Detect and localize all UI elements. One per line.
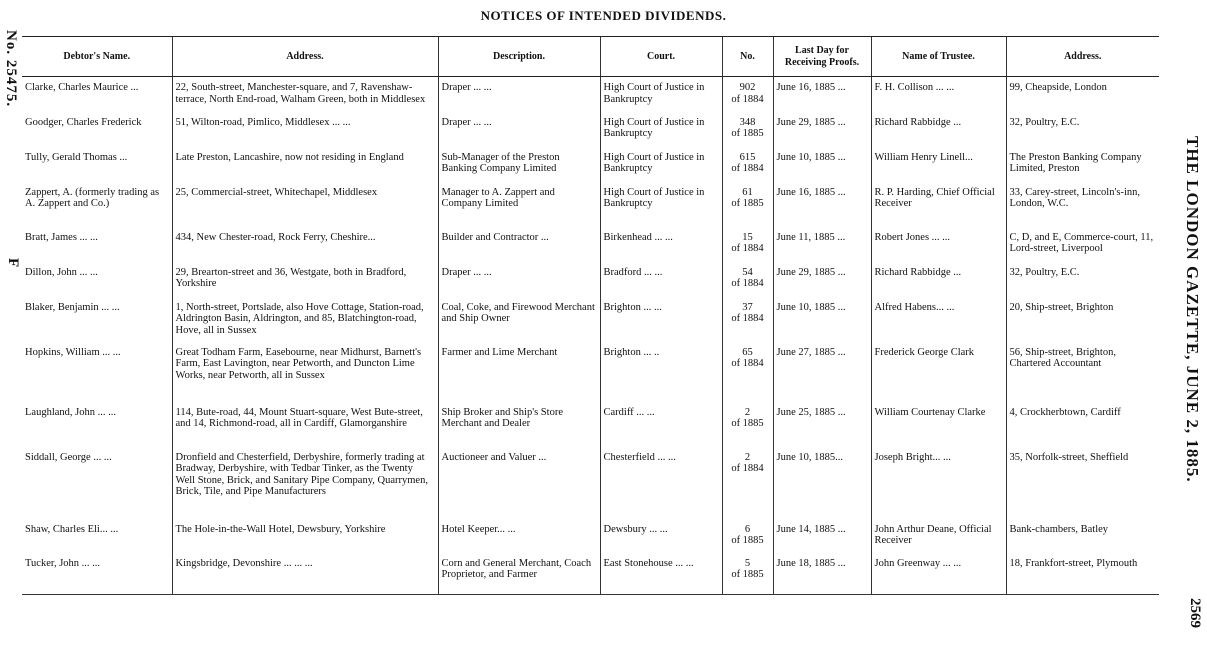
header-number: No. [722, 37, 773, 77]
last-day-cell: June 10, 1885... [773, 447, 871, 519]
header-court: Court. [600, 37, 722, 77]
description-cell: Draper ... ... [438, 262, 600, 297]
address-cell: Dronfield and Chesterfield, Derbyshire, formerly trading at Bradway, Derbyshire, with Tedbar Tinker, as the Twenty Well Stone, Brick, and Sanitary Pipe Company, Quarrymen, Brick, Tile, and Pipe Manufacturers [172, 447, 438, 519]
last-day-cell: June 29, 1885 ... [773, 112, 871, 147]
page-number: 2569 [1187, 598, 1203, 628]
trustee-name-cell: John Arthur Deane, Official Receiver [871, 519, 1006, 553]
case-year: of 1884 [731, 93, 764, 105]
description-cell: Draper ... ... [438, 112, 600, 147]
case-number-cell [722, 77, 773, 112]
description-cell: Builder and Contractor ... [438, 227, 600, 262]
debtor-name-cell: Shaw, Charles Eli... ... [25, 523, 119, 535]
case-number-cell [722, 297, 773, 342]
case-number: 348 [739, 116, 756, 128]
court-cell: Chesterfield ... ... [600, 447, 722, 519]
debtor-name-cell: Zappert, A. (formerly trading as A. Zappert and Co.) [25, 186, 160, 209]
case-year: of 1884 [731, 278, 764, 289]
address-cell: Great Todham Farm, Easebourne, near Midhurst, Barnett's Farm, East Lavington, near Petworth, and Duncton Lime Works, near Petworth, all in Sussex [172, 342, 438, 402]
trustee-name-cell: F. H. Collison ... ... [871, 77, 1006, 112]
case-number-cell [722, 342, 773, 402]
trustee-address-cell: 32, Poultry, E.C. [1006, 112, 1159, 147]
debtor-name-cell: Tucker, John ... ... [22, 553, 172, 595]
address-cell: 25, Commercial-street, Whitechapel, Middlesex [172, 182, 438, 227]
address-cell: The Hole-in-the-Wall Hotel, Dewsbury, Yorkshire [172, 519, 438, 553]
court-cell: High Court of Justice in Bankruptcy [600, 112, 722, 147]
case-number-cell [722, 519, 773, 553]
debtor-name-cell: Hopkins, William ... ... [25, 346, 121, 358]
description-cell: Draper ... ... [438, 77, 600, 112]
debtor-name-cell: Bratt, James ... ... [25, 231, 98, 243]
trustee-address-cell: The Preston Banking Company Limited, Preston [1006, 147, 1159, 182]
case-number-cell [722, 112, 773, 147]
trustee-name-cell: John Greenway ... ... [871, 553, 1006, 595]
description-cell: Ship Broker and Ship's Store Merchant and Dealer [438, 402, 600, 447]
case-number: 54 [742, 266, 753, 278]
last-day-cell: June 29, 1885 ... [773, 262, 871, 297]
trustee-address-cell: 4, Crockherbtown, Cardiff [1006, 402, 1159, 447]
last-day-cell: June 16, 1885 ... [773, 77, 871, 112]
case-year: of 1884 [731, 313, 764, 324]
debtor-name-cell: Clarke, Charles Maurice ... [25, 82, 139, 93]
case-year: of 1885 [731, 128, 764, 139]
last-day-cell: June 18, 1885 ... [773, 553, 871, 595]
debtor-name-cell: Laughland, John ... ... [25, 406, 116, 418]
address-cell: 434, New Chester-road, Rock Ferry, Cheshire... [172, 227, 438, 262]
trustee-address-cell: Bank-chambers, Batley [1006, 519, 1159, 553]
case-number: 15 [742, 231, 753, 243]
address-cell: 29, Brearton-street and 36, Westgate, both in Bradford, Yorkshire [172, 262, 438, 297]
court-cell: Dewsbury ... ... [600, 519, 722, 553]
debtor-name-cell: Siddall, George ... ... [25, 451, 112, 463]
last-day-cell: June 16, 1885 ... [773, 182, 871, 227]
trustee-name-cell: Richard Rabbidge ... [871, 112, 1006, 147]
trustee-name-cell: Robert Jones ... ... [871, 227, 1006, 262]
trustee-address-cell: 35, Norfolk-street, Sheffield [1006, 447, 1159, 519]
case-number-cell [722, 402, 773, 447]
trustee-address-cell: 33, Carey-street, Lincoln's-inn, London, W.C. [1006, 182, 1159, 227]
case-year: of 1884 [731, 243, 764, 254]
case-year: of 1885 [731, 198, 764, 209]
trustee-name-cell: Alfred Habens... ... [871, 297, 1006, 342]
case-number-cell [722, 447, 773, 519]
last-day-cell: June 14, 1885 ... [773, 519, 871, 553]
address-cell: Kingsbridge, Devonshire ... ... ... [172, 553, 438, 595]
case-number: 2 [744, 406, 751, 418]
case-number-cell [722, 182, 773, 227]
description-cell: Coal, Coke, and Firewood Merchant and Ship Owner [438, 297, 600, 342]
case-number: 61 [742, 186, 753, 198]
case-number-cell [722, 262, 773, 297]
description-cell: Sub-Manager of the Preston Banking Company Limited [438, 147, 600, 182]
page-title: NOTICES OF INTENDED DIVIDENDS. [480, 8, 727, 23]
header-trustee: Name of Trustee. [871, 37, 1006, 77]
address-cell: 51, Wilton-road, Pimlico, Middlesex ... ... [172, 112, 438, 147]
trustee-name-cell: Richard Rabbidge ... [871, 262, 1006, 297]
last-day-cell: June 11, 1885 ... [773, 227, 871, 262]
trustee-address-cell: 32, Poultry, E.C. [1006, 262, 1159, 297]
debtor-name-cell: Tully, Gerald Thomas ... [25, 151, 128, 163]
case-number: 65 [742, 346, 753, 358]
table-row [22, 447, 1159, 519]
case-year: of 1884 [731, 358, 764, 369]
description-cell: Manager to A. Zappert and Company Limited [438, 182, 600, 227]
address-cell: 22, South-street, Manchester-square, and 7, Ravenshaw-terrace, North End-road, Walham Green, both in Middlesex [172, 77, 438, 112]
case-year: of 1884 [731, 463, 764, 474]
description-cell: Corn and General Merchant, Coach Proprietor, and Farmer [438, 553, 600, 595]
court-cell: Bradford ... ... [600, 262, 722, 297]
table-row [22, 519, 1159, 553]
description-cell: Farmer and Lime Merchant [438, 342, 600, 402]
table-row [22, 402, 1159, 447]
table-row [22, 297, 1159, 342]
trustee-address-cell: C, D, and E, Commerce-court, 11, Lord-street, Liverpool [1006, 227, 1159, 262]
table-header-row [22, 37, 1159, 77]
trustee-address-cell: 99, Cheapside, London [1006, 77, 1159, 112]
case-number: 5 [744, 557, 751, 569]
table-row [22, 112, 1159, 147]
table-row [22, 182, 1159, 227]
trustee-name-cell: Frederick George Clark [871, 342, 1006, 402]
issue-number: No. 25475. [3, 30, 19, 108]
header-last-day: Last Day for Receiving Proofs. [773, 37, 871, 77]
court-cell: Brighton ... .. [600, 342, 722, 402]
debtor-name-cell: Dillon, John ... ... [25, 266, 98, 278]
case-number: 902 [739, 82, 756, 93]
table-row [22, 147, 1159, 182]
debtor-name-cell: Goodger, Charles Frederick [25, 116, 142, 128]
trustee-address-cell: 18, Frankfort-street, Plymouth [1006, 553, 1159, 595]
last-day-cell: June 27, 1885 ... [773, 342, 871, 402]
trustee-name-cell: Joseph Bright... ... [871, 447, 1006, 519]
table-row [22, 262, 1159, 297]
case-number-cell [722, 553, 773, 595]
court-cell: High Court of Justice in Bankruptcy [600, 77, 722, 112]
table-row [22, 77, 1159, 112]
court-cell: High Court of Justice in Bankruptcy [600, 182, 722, 227]
court-cell: Cardiff ... ... [600, 402, 722, 447]
case-number-cell [722, 227, 773, 262]
header-description: Description. [438, 37, 600, 77]
last-day-cell: June 25, 1885 ... [773, 402, 871, 447]
table-row [22, 227, 1159, 262]
table-row [22, 342, 1159, 402]
description-cell: Hotel Keeper... ... [438, 519, 600, 553]
address-cell: 114, Bute-road, 44, Mount Stuart-square, West Bute-street, and 14, Richmond-road, all in Cardiff, Glamorganshire [172, 402, 438, 447]
last-day-cell: June 10, 1885 ... [773, 147, 871, 182]
case-number: 2 [744, 451, 751, 463]
case-number: 615 [739, 151, 756, 163]
table-row [22, 553, 1159, 595]
debtor-name-cell: Blaker, Benjamin ... ... [25, 301, 120, 313]
trustee-name-cell: William Henry Linell... [871, 147, 1006, 182]
trustee-address-cell: 20, Ship-street, Brighton [1006, 297, 1159, 342]
trustee-name-cell: William Courtenay Clarke [871, 402, 1006, 447]
court-cell: Birkenhead ... ... [600, 227, 722, 262]
case-year: of 1885 [731, 535, 764, 546]
header-debtor-name: Debtor's Name. [22, 37, 172, 77]
description-cell: Auctioneer and Valuer ... [438, 447, 600, 519]
case-number-cell [722, 147, 773, 182]
trustee-address-cell: 56, Ship-street, Brighton, Chartered Accountant [1006, 342, 1159, 402]
case-year: of 1885 [731, 569, 764, 580]
running-head: THE LONDON GAZETTE, JUNE 2, 1885. [1183, 136, 1202, 483]
last-day-cell: June 10, 1885 ... [773, 297, 871, 342]
case-number: 37 [742, 301, 753, 313]
court-cell: Brighton ... ... [600, 297, 722, 342]
header-address: Address. [172, 37, 438, 77]
table-body [22, 77, 1159, 595]
address-cell: 1, North-street, Portslade, also Hove Cottage, Station-road, Aldrington Basin, Aldrington, and 85, Blatchington-road, Hove, all in Sussex [172, 297, 438, 342]
header-trustee-address: Address. [1006, 37, 1159, 77]
section-letter: F [5, 258, 21, 268]
court-cell: East Stonehouse ... ... [600, 553, 722, 595]
case-number: 6 [744, 523, 751, 535]
trustee-name-cell: R. P. Harding, Chief Official Receiver [871, 182, 1006, 227]
dividends-table-wrapper [22, 36, 1159, 595]
case-year: of 1884 [731, 163, 764, 174]
dividends-table [22, 36, 1159, 595]
case-year: of 1885 [731, 418, 764, 429]
court-cell: High Court of Justice in Bankruptcy [600, 147, 722, 182]
address-cell: Late Preston, Lancashire, now not residing in England [172, 147, 438, 182]
